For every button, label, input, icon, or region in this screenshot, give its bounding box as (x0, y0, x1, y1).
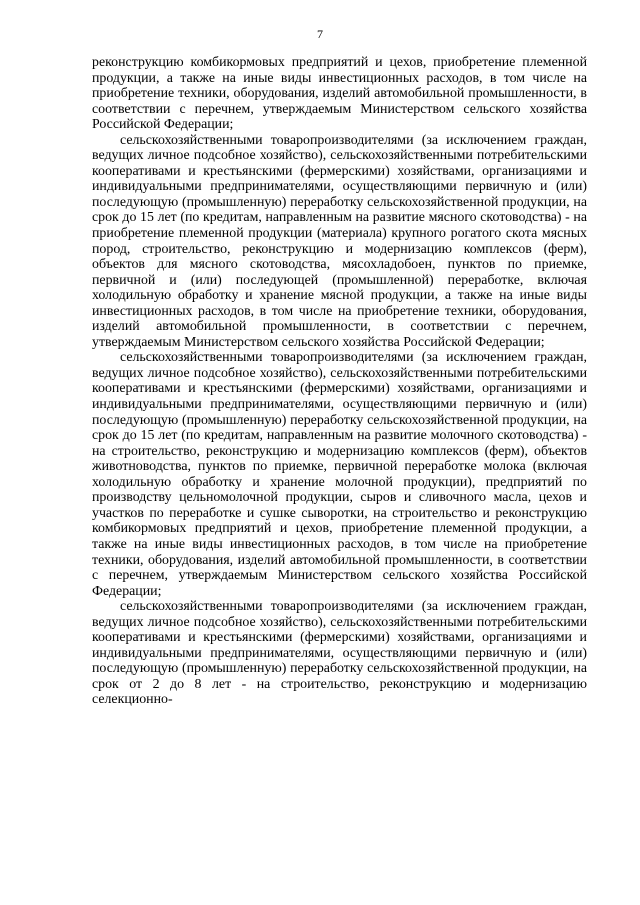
page-number: 7 (317, 27, 323, 41)
paragraph-dairy-cattle: сельскохозяйственными товаропроизводителями (за исключением граждан, ведущих личное подсобное хозяйство), сельскохозяйственными потребительскими кооперативами и крестьянскими (фермерскими) хозяйствами, организациями и индивидуальными предпринимателями, осуществляющими первичную и (или) последующую (промышленную) переработку сельскохозяйственной продукции, на срок до 15 лет (по кредитам, направленным на развитие молочного скотоводства) - на строительство, реконструкцию и модернизацию комплексов (ферм), объектов животноводства, пунктов по приемке, первичной переработке молока (включая холодильную обработку и хранение молочной продукции), предприятий по производству цельномолочной продукции, сыров и сливочного масла, цехов и участков по переработке и сушке сыворотки, на строительство и реконструкцию комбикормовых предприятий и цехов, приобретение племенной продукции, а также на иные виды инвестиционных расходов, в том числе на приобретение техники, оборудования, изделий автомобильной промышленности, в соответствии с перечнем, утверждаемым Министерством сельского хозяйства Российской Федерации; (92, 350, 587, 599)
document-body (92, 55, 587, 708)
paragraph-meat-cattle: сельскохозяйственными товаропроизводителями (за исключением граждан, ведущих личное подсобное хозяйство), сельскохозяйственными потребительскими кооперативами и крестьянскими (фермерскими) хозяйствами, организациями и индивидуальными предпринимателями, осуществляющими первичную и (или) последующую (промышленную) переработку сельскохозяйственной продукции, на срок до 15 лет (по кредитам, направленным на развитие мясного скотоводства) - на приобретение племенной продукции (материала) крупного рогатого скота мясных пород, строительство, реконструкцию и модернизацию комплексов (ферм), объектов для мясного скотоводства, мясохладобоен, пунктов по приемке, первичной и (или) последующей (промышленной) переработке, включая холодильную обработку и хранение мясной продукции, а также на иные виды инвестиционных расходов, в том числе на приобретение техники, оборудования, изделий автомобильной промышленности, в соответствии с перечнем, утверждаемым Министерством сельского хозяйства Российской Федерации; (92, 132, 587, 350)
paragraph-continuation: реконструкцию комбикормовых предприятий и цехов, приобретение племенной продукции, а также на иные виды инвестиционных расходов, в том числе на приобретение техники, оборудования, изделий автомобильной промышленности, в соответствии с перечнем, утверждаемым Министерством сельского хозяйства Российской Федерации; (92, 55, 587, 133)
paragraph-breeding: сельскохозяйственными товаропроизводителями (за исключением граждан, ведущих личное подсобное хозяйство), сельскохозяйственными потребительскими кооперативами и крестьянскими (фермерскими) хозяйствами, организациями и индивидуальными предпринимателями, осуществляющими первичную и (или) последующую (промышленную) переработку сельскохозяйственной продукции, на срок от 2 до 8 лет - на строительство, реконструкцию и модернизацию селекционно- (92, 599, 587, 708)
